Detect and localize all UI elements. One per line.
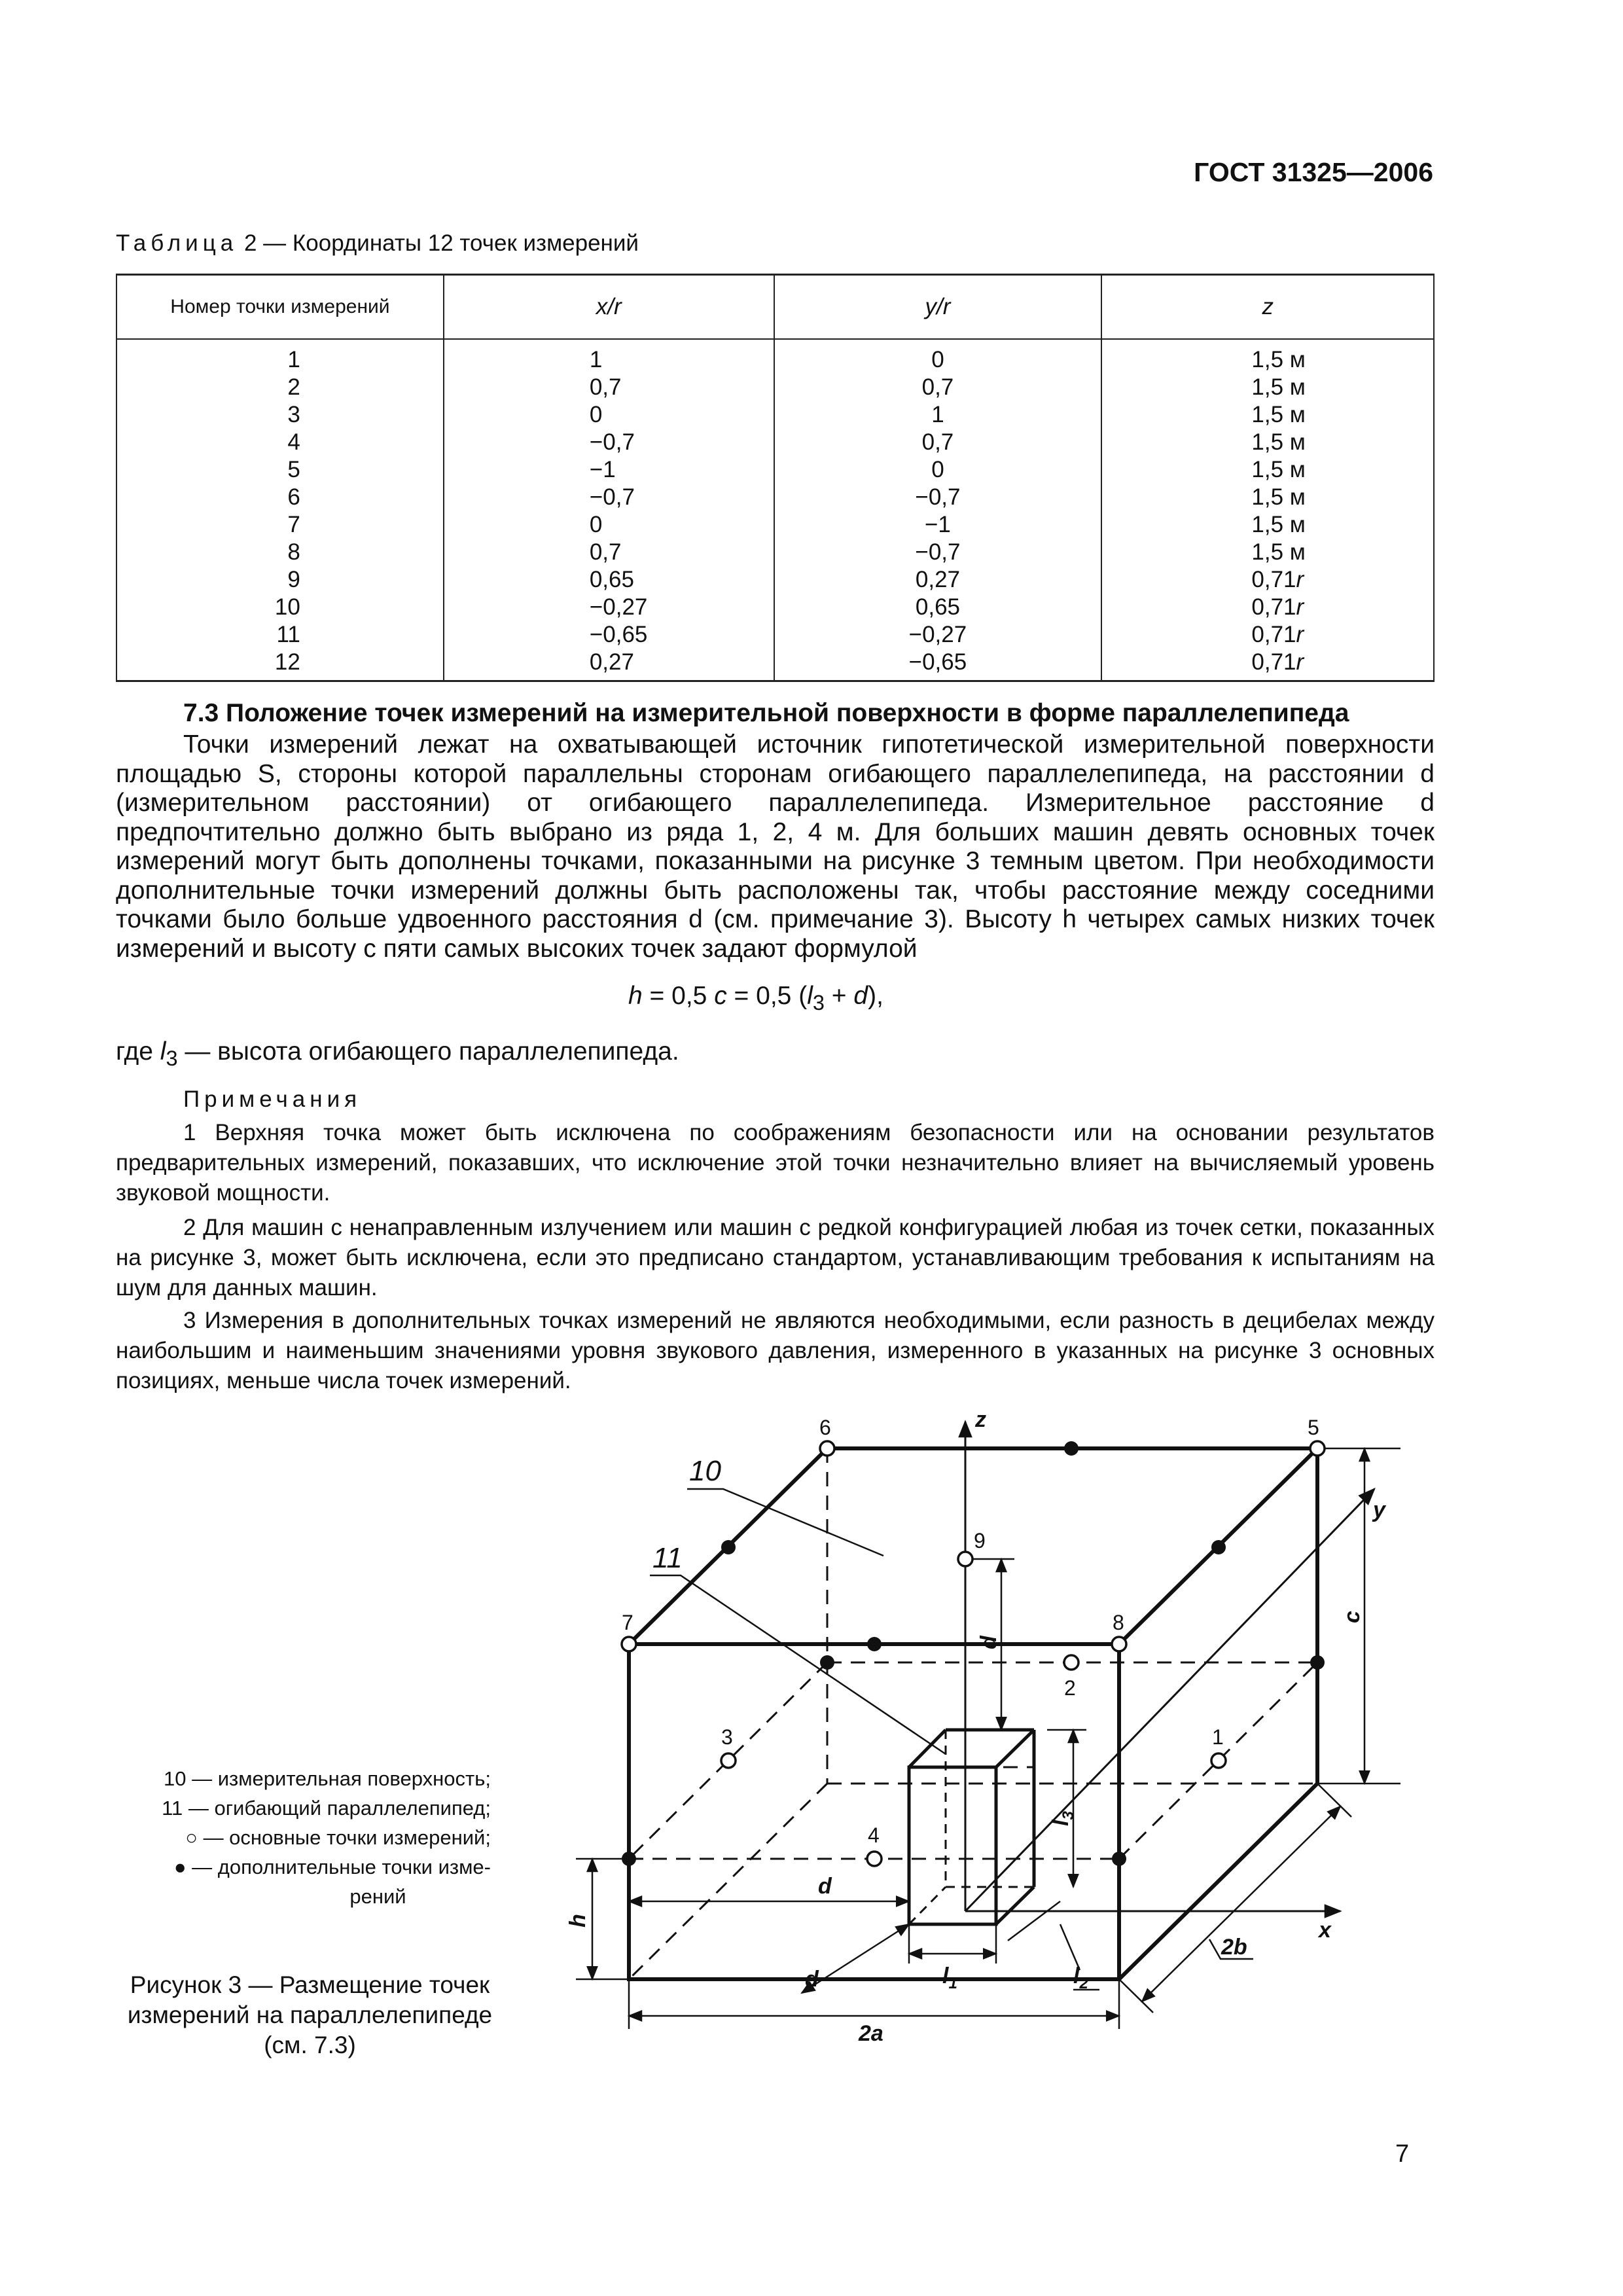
table-cell: 1	[116, 339, 444, 374]
main-point-8	[1112, 1637, 1126, 1651]
point-label-4: 4	[868, 1823, 880, 1847]
table-cell: 1	[444, 339, 774, 374]
table-cell: −0,65	[444, 621, 774, 649]
table-cell: 0,65	[774, 594, 1102, 621]
legend-item-extra-points: ● — дополнительные точки изме-	[173, 1856, 491, 1878]
figure-caption: Рисунок 3 — Размещение точек измерений на параллелепипеде (см. 7.3)	[127, 1971, 493, 2058]
col-header-y: y/r	[774, 275, 1102, 340]
dim-label-l2: $l_2$	[1073, 1964, 1088, 1992]
table-cell: 11	[116, 621, 444, 649]
point-label-2: 2	[1064, 1676, 1076, 1700]
table-cell: −0,7	[774, 539, 1102, 566]
label-envelope: 11	[652, 1542, 683, 1574]
note-2: 2 Для машин с ненаправленным излучением или машин с редкой конфигурацией любая из точек сетки, показанных на рисунке 3, может быть исключена, если это предписано стандартом, устанавливающим требования к испытаниям на шум для данных машин.	[116, 1215, 1435, 1300]
table-cell: 0,27	[444, 649, 774, 681]
dimension-lines	[576, 1448, 1400, 2029]
legend-item-main-points: ○ — основные точки измерений;	[185, 1826, 491, 1849]
table-cell: −0,65	[774, 649, 1102, 681]
table-cell: 5	[116, 456, 444, 484]
axis-label-z: z	[975, 1407, 986, 1432]
additional-point	[1112, 1852, 1126, 1866]
dim-label-2b: 2b	[1221, 1935, 1247, 1960]
point-labels	[622, 1416, 1319, 1847]
table-cell: 8	[116, 539, 444, 566]
legend-item-envelope: 11 — огибающий параллелепипед;	[162, 1797, 491, 1820]
point-label-5: 5	[1308, 1416, 1319, 1439]
table-cell: 0	[444, 511, 774, 539]
additional-points	[622, 1441, 1325, 1866]
main-point-6	[820, 1441, 834, 1456]
table-cell: 1,5 м	[1101, 401, 1434, 429]
note-1: 1 Верхняя точка может быть исключена по соображениям безопасности или на основании результатов предварительных измерений, показавших, что исключение этой точки незначительно влияет на вычисляемый уровень звуковой мощности.	[116, 1120, 1435, 1206]
dim-label-d-vertical: d	[976, 1636, 1001, 1649]
additional-point	[721, 1540, 736, 1554]
formula-where: где $l_3$ — высота огибающего параллелепипеда.	[116, 1037, 679, 1070]
table-cell: 1,5 м	[1101, 339, 1434, 374]
table-cell: −1	[444, 456, 774, 484]
table-cell: 10	[116, 594, 444, 621]
point-label-1: 1	[1212, 1725, 1224, 1749]
envelope-box	[909, 1730, 1034, 1924]
leader-lines	[650, 1489, 946, 1754]
table-cell: 6	[116, 484, 444, 511]
label-measuring-surface: 10	[689, 1455, 721, 1487]
standard-designation: ГОСТ 31325—2006	[1194, 157, 1433, 187]
main-point-9	[958, 1552, 972, 1566]
table-cell: 0,27	[774, 566, 1102, 594]
envelope-hidden	[909, 1730, 1034, 1924]
table-cell: 2	[116, 374, 444, 401]
table-cell: 0,65	[444, 566, 774, 594]
table-cell: −0,7	[774, 484, 1102, 511]
axis-label-x: x	[1319, 1918, 1331, 1943]
point-label-9: 9	[974, 1529, 986, 1552]
table-cell: −0,7	[444, 429, 774, 456]
table-cell: 0,7	[774, 374, 1102, 401]
table-cell: −1	[774, 511, 1102, 539]
table-cell: 0,71r	[1101, 566, 1434, 594]
point-label-6: 6	[819, 1416, 831, 1439]
main-point-4	[867, 1852, 882, 1866]
dim-label-l1: $l_1$	[942, 1964, 957, 1992]
notes-title: Примечания	[183, 1086, 362, 1112]
table-cell: 0,71r	[1101, 621, 1434, 649]
table-caption-prefix: Таблица	[116, 230, 238, 256]
point-label-3: 3	[721, 1725, 733, 1749]
leader-labels	[652, 1455, 721, 1574]
axis-labels	[974, 1407, 1387, 1943]
table-cell: 0	[774, 456, 1102, 484]
dim-label-c: c	[1340, 1611, 1364, 1623]
table-cell: −0,7	[444, 484, 774, 511]
main-point-3	[721, 1753, 736, 1768]
table-cell: 3	[116, 401, 444, 429]
measuring-surface-edges	[629, 1448, 1317, 1979]
point-label-8: 8	[1113, 1611, 1124, 1634]
col-header-z: z	[1101, 275, 1434, 340]
legend-item-extra-points-cont: рений	[349, 1885, 406, 1908]
dim-label-d-diagonal: d	[805, 1967, 819, 1992]
table-cell: −0,27	[444, 594, 774, 621]
additional-point	[820, 1655, 834, 1670]
table-cell: 0,71r	[1101, 594, 1434, 621]
main-point-5	[1310, 1441, 1325, 1456]
additional-point	[1310, 1655, 1325, 1670]
hidden-edges	[629, 1448, 1317, 1979]
table-cell: 1,5 м	[1101, 511, 1434, 539]
main-point-2	[1064, 1655, 1079, 1670]
additional-point	[622, 1852, 636, 1866]
additional-point	[1064, 1441, 1079, 1456]
table-cell: 4	[116, 429, 444, 456]
col-header-point-number: Номер точки измерений	[116, 275, 444, 340]
additional-point	[867, 1637, 882, 1651]
dim-label-d-horizontal: d	[818, 1874, 832, 1899]
page-number: 7	[1395, 2140, 1410, 2168]
table-cell: 1	[774, 401, 1102, 429]
table-cell: 0,7	[774, 429, 1102, 456]
additional-point	[1211, 1540, 1226, 1554]
dim-label-h: h	[565, 1914, 590, 1928]
table-caption-title: 2 — Координаты 12 точек измерений	[238, 230, 639, 256]
table-cell: 0	[774, 339, 1102, 374]
dim-label-l3: $l_3$	[1048, 1811, 1077, 1826]
legend-item-surface: 10 — измерительная поверхность;	[163, 1767, 491, 1790]
table-cell: 1,5 м	[1101, 484, 1434, 511]
table-cell: 1,5 м	[1101, 539, 1434, 566]
axis-label-y: y	[1373, 1498, 1385, 1522]
dim-label-2a: 2a	[859, 2021, 883, 2046]
point-label-7: 7	[622, 1611, 633, 1634]
table-cell: 1,5 м	[1101, 456, 1434, 484]
table-cell: 0,7	[444, 539, 774, 566]
table-cell: 9	[116, 566, 444, 594]
section-body: Точки измерений лежат на охватывающей источник гипотетической измерительной поверхности площадью S, стороны которой параллельны сторонам огибающего параллелепипеда, на расстоянии d (измерительном расстоянии) от огибающего параллелепипеда. Измерительное расстояние d предпочтительно должно быть выбрано из ряда 1, 2, 4 м. Для больших машин девять основных точек измерений могут быть дополнены точками, показанными на рисунке 3 темным цветом. При необходимости дополнительные точки измерений должны быть расположены так, чтобы расстояние между соседними точками было больше удвоенного расстояния d (см. примечание 3). Высоту h четырех самых низких точек измерений и высоту c пяти самых высоких точек задают формулой	[116, 730, 1435, 963]
main-points	[622, 1441, 1325, 1866]
formula: h = 0,5 c = 0,5 $(l_3 + d)$,	[628, 982, 883, 1014]
main-point-7	[622, 1637, 636, 1651]
table-cell: −0,27	[774, 621, 1102, 649]
table-cell: 7	[116, 511, 444, 539]
table-cell: 1,5 м	[1101, 429, 1434, 456]
note-3: 3 Измерения в дополнительных точках измерений не являются необходимыми, если разность в децибелах между наибольшим и наименьшим значениями уровня звукового давления, измеренного в указанных на рисунке 3 основных позициях, меньше числа точек измерений.	[116, 1308, 1435, 1393]
table-cell: 0	[444, 401, 774, 429]
table-cell: 12	[116, 649, 444, 681]
table-cell: 0,7	[444, 374, 774, 401]
table-cell: 0,71r	[1101, 649, 1434, 681]
section-heading: 7.3 Положение точек измерений на измерительной поверхности в форме параллелепипеда	[183, 699, 1349, 727]
main-point-1	[1211, 1753, 1226, 1768]
col-header-x: x/r	[444, 275, 774, 340]
table-cell: 1,5 м	[1101, 374, 1434, 401]
